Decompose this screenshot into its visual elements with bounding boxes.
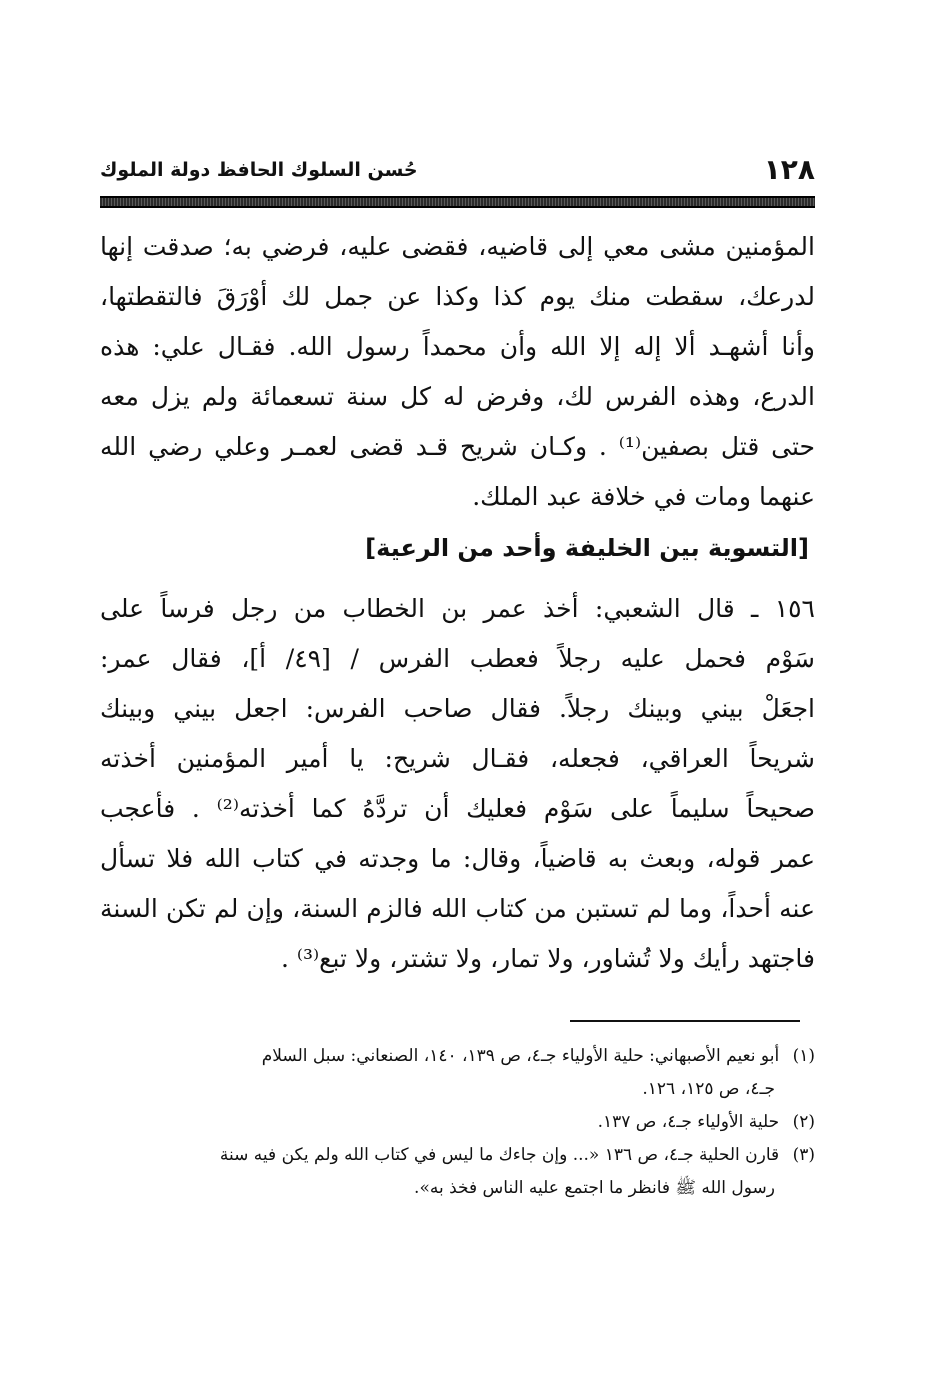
- text-line: عنه أحداً، وما لم تستبن من كتاب الله فالزم السنة، وإن لم تكن السنة: [100, 894, 815, 923]
- page-number: ١٢٨: [763, 153, 815, 186]
- footnote-separator: [570, 1020, 800, 1022]
- footnote-1: [100, 1040, 815, 1106]
- text-line: فاجتهد رأيك ولا تُشاور، ولا تمار، ولا تشتر، ولا تبع⁽³⁾ .: [280, 944, 815, 973]
- footnote-text: جـ٤، ص ١٢٥، ١٢٦.: [642, 1079, 775, 1099]
- page-header: [100, 150, 815, 190]
- footnote-text: قارن الحلية جـ٤، ص ١٣٦ «... وإن جاءك ما ليس في كتاب الله ولم يكن فيه سنة: [219, 1145, 780, 1165]
- text-line: شريحاً العراقي، فجعله، فقـال شريح: يا أمير المؤمنين أخذته: [100, 744, 815, 773]
- footnote-text: حلية الأولياء جـ٤، ص ١٣٧.: [597, 1112, 780, 1132]
- text-line: وأنا أشهـد ألا إله إلا الله وأن محمداً رسول الله. فقـال علي: هذه: [100, 332, 815, 361]
- footnotes: [100, 1040, 815, 1205]
- footnote-number: (٣): [792, 1145, 815, 1165]
- text-line: المؤمنين مشى معي إلى قاضيه، فقضى عليه، فرضي به؛ صدقت إنها: [100, 232, 815, 261]
- running-title: حُسن السلوك الحافظ دولة الملوك: [100, 159, 418, 181]
- text-line: لدرعك، سقطت منك يوم كذا وكذا عن جمل لك أوْرَقَ فالتقطتها،: [100, 282, 815, 311]
- footnote-number: (٢): [792, 1112, 815, 1132]
- footnote-2: [100, 1106, 815, 1139]
- text-line: صحيحاً سليماً على سَوْم فعليك أن تردَّهُ كما أخذته⁽²⁾ . فأعجب: [100, 794, 815, 823]
- text-line: اجعَلْ بيني وبينك رجلاً. فقال صاحب الفرس: اجعل بيني وبينك: [100, 694, 815, 723]
- paragraph-156: [100, 584, 815, 984]
- text-line: حتى قتل بصفين⁽¹⁾ . وكـان شريح قـد قضى لعمـر وعلي رضي الله: [100, 432, 815, 461]
- text-line: سَوْم فحمل عليه رجلاً فعطب الفرس / [٤٩/ أ]، فقال عمر:: [100, 644, 815, 673]
- header-rule: [100, 196, 815, 208]
- section-heading: [التسوية بين الخليفة وأحد من الرعية]: [365, 534, 809, 562]
- text-line: ١٥٦ ـ قال الشعبي: أخذ عمر بن الخطاب من رجل فرساً على: [100, 594, 815, 623]
- footnote-3: [100, 1139, 815, 1205]
- footnote-number: (١): [792, 1046, 815, 1066]
- text-line: عنهما ومات في خلافة عبد الملك.: [472, 482, 815, 511]
- footnote-text: رسول الله ﷺ فانظر ما اجتمع عليه الناس فخذ به».: [414, 1178, 775, 1198]
- text-line: عمر قوله، وبعث به قاضياً، وقال: ما وجدته في كتاب الله فلا تسأل: [100, 844, 815, 873]
- main-text: [100, 222, 815, 984]
- text-line: الدرع، وهذه الفرس لك، وفرض له كل سنة تسعمائة ولم يزل معه: [100, 382, 815, 411]
- footnote-text: أبو نعيم الأصبهاني: حلية الأولياء جـ٤، ص ١٣٩، ١٤٠، الصنعاني: سبل السلام: [261, 1046, 780, 1066]
